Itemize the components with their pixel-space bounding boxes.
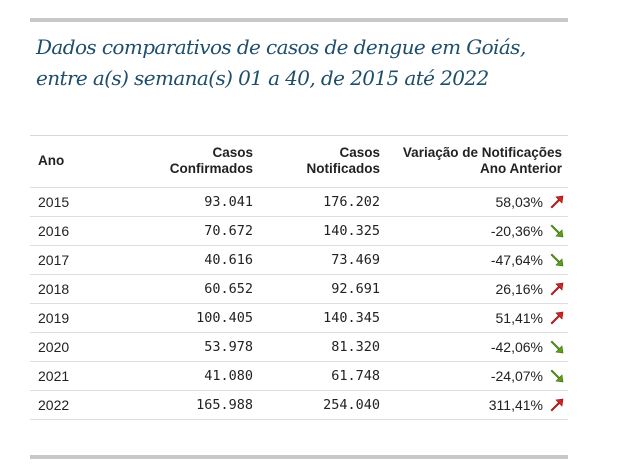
header-casos-notificados: Casos Notificados <box>306 145 380 176</box>
table-row <box>30 217 568 246</box>
cell-casos-notificados: 81.320 <box>331 339 380 355</box>
cell-variacao <box>386 362 568 391</box>
table-header-row <box>30 136 568 188</box>
trend-down-arrow-icon <box>548 253 564 267</box>
table-row <box>30 246 568 275</box>
cell-ano: 2020 <box>38 339 70 355</box>
cell-ano: 2019 <box>38 310 70 326</box>
cell-variacao <box>386 391 568 420</box>
trend-down-arrow-icon <box>548 224 564 238</box>
trend-down-arrow-icon <box>548 340 564 354</box>
variacao-value: -42,06% <box>490 339 543 355</box>
cell-variacao <box>386 275 568 304</box>
cell-variacao <box>386 246 568 275</box>
variacao-value: 58,03% <box>495 194 543 210</box>
cell-casos-confirmados: 40.616 <box>204 252 253 268</box>
cell-ano: 2018 <box>38 281 70 297</box>
table-row <box>30 391 568 420</box>
cell-casos-notificados: 61.748 <box>331 368 380 384</box>
cell-casos-notificados: 73.469 <box>331 252 380 268</box>
header-variacao-notificacoes: Variação de Notificações Ano Anterior <box>402 145 562 176</box>
cell-casos-confirmados: 100.405 <box>196 310 253 326</box>
cell-variacao <box>386 188 568 217</box>
table-row <box>30 333 568 362</box>
table-row <box>30 275 568 304</box>
cell-casos-notificados: 140.345 <box>323 310 380 326</box>
cell-casos-confirmados: 93.041 <box>204 194 253 210</box>
cell-casos-confirmados: 53.978 <box>204 339 253 355</box>
variacao-value: -20,36% <box>490 223 543 239</box>
header-ano: Ano <box>38 153 65 168</box>
top-divider <box>30 18 568 22</box>
page-title: Dados comparativos de casos de dengue em Goiás, entre a(s) semana(s) 01 a 40, de 2015 até 2022 <box>36 35 526 90</box>
trend-up-arrow-icon <box>548 195 564 209</box>
cell-ano: 2022 <box>38 397 70 413</box>
cell-casos-confirmados: 60.652 <box>204 281 253 297</box>
bottom-divider <box>30 455 568 459</box>
cell-ano: 2017 <box>38 252 70 268</box>
cell-casos-confirmados: 70.672 <box>204 223 253 239</box>
cell-casos-notificados: 254.040 <box>323 397 380 413</box>
table-row <box>30 188 568 217</box>
variacao-value: 26,16% <box>495 281 543 297</box>
variacao-value: 311,41% <box>488 397 543 413</box>
cell-casos-confirmados: 165.988 <box>196 397 253 413</box>
variacao-value: -47,64% <box>490 252 543 268</box>
cell-ano: 2021 <box>38 368 70 384</box>
table-row <box>30 362 568 391</box>
header-casos-confirmados: Casos Confirmados <box>169 145 253 176</box>
trend-up-arrow-icon <box>548 311 564 325</box>
cell-casos-confirmados: 41.080 <box>204 368 253 384</box>
cell-variacao <box>386 304 568 333</box>
trend-down-arrow-icon <box>548 369 564 383</box>
cell-ano: 2015 <box>38 194 70 210</box>
variacao-value: 51,41% <box>495 310 543 326</box>
cell-casos-notificados: 92.691 <box>331 281 380 297</box>
dengue-cases-table <box>30 135 568 420</box>
variacao-value: -24,07% <box>490 368 543 384</box>
cell-casos-notificados: 176.202 <box>323 194 380 210</box>
cell-variacao <box>386 217 568 246</box>
cell-variacao <box>386 333 568 362</box>
trend-up-arrow-icon <box>548 398 564 412</box>
table-row <box>30 304 568 333</box>
cell-casos-notificados: 140.325 <box>323 223 380 239</box>
trend-up-arrow-icon <box>548 282 564 296</box>
cell-ano: 2016 <box>38 223 70 239</box>
